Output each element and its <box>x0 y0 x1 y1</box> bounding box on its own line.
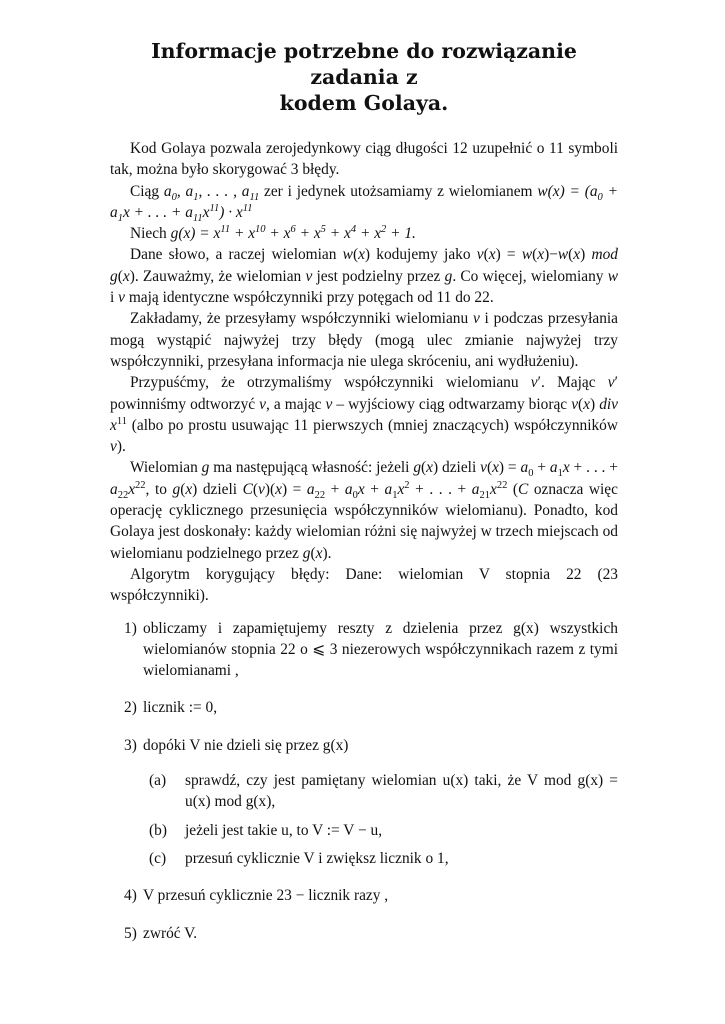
title-line-2: kodem Golaya. <box>279 91 449 115</box>
step-3c: (c) przesuń cyklicznie V i zwiększ licznik o 1, <box>149 849 449 867</box>
step-3a-text: sprawdź, czy jest pamiętany wielomian u(x) taki, że V mod g(x) = u(x) mod g(x), <box>185 772 618 811</box>
document-body <box>110 138 618 944</box>
step-4: 4) V przesuń cyklicznie 23 − licznik razy , <box>124 887 389 905</box>
step-3-text: dopóki V nie dzieli się przez g(x) <box>143 736 349 754</box>
step-5: 5) zwróć V. <box>124 924 198 942</box>
step-1: 1) obliczamy i zapamiętujemy reszty z dzielenia przez g(x) wszystkich wielomianów stopnia 22 o ⩽ 3 niezerowych współczynnikach razem z tymi wielomianami , <box>124 619 618 680</box>
step-3c-text: przesuń cyklicznie V i zwiększ licznik o 1, <box>185 849 449 867</box>
paragraph-intro: Kod Golaya pozwala zerojedynkowy ciąg długości 12 uzupełnić o 11 symboli tak, można było skorygować 3 błędy. <box>110 140 618 179</box>
paragraph-polynomial-definition: Ciąg $a_0$, $a_1$, . . . , $a_{11}$ zer i jedynek utożsamiamy z wielomianem $w(x) = (a_0 + a_1x$ + . . . + $a_{11}x^{11}) \cdot x^{11}$ <box>110 182 618 224</box>
paragraph-errors: Zakładamy, że przesyłamy współczynniki wielomianu v i podczas przesyłania mogą wystąpić najwyżej trzy błędy (mogą ulec zmianie najwyżej trzy współczynniki, przesyłana informacja nie ulega skróceniu, ani wydłużeniu). <box>110 310 618 370</box>
title-line-1: Informacje potrzebne do rozwiązanie zadania z <box>151 39 577 89</box>
algorithm-steps <box>110 618 618 944</box>
step-3b: (b) jeżeli jest takie u, to V := V − u, <box>149 821 383 839</box>
step-1-text: obliczamy i zapamiętujemy reszty z dzielenia przez g(x) wszystkich wielomianów stopnia 22 o ⩽ 3 niezerowych współczynnikach razem z tymi wielomianami , <box>143 619 618 680</box>
step-4-text: V przesuń cyklicznie 23 − licznik razy , <box>143 887 389 905</box>
paragraph-received: Przypuśćmy, że otrzymaliśmy współczynniki wielomianu v′. Mając v′ powinniśmy odtworzyć v, a mając v – wyjściowy ciąg odtwarzamy biorąc v(x) div $x^{11}$ (albo po prostu usuwając 11 pierwszych (mniej znaczących) współczynników v). <box>110 374 618 456</box>
paragraph-generator: Niech $g(x) = x^{11} + x^{10} + x^6 + x^5 + x^4 + x^2 + 1$. <box>130 224 416 243</box>
step-3: 3) dopóki V nie dzieli się przez g(x) (a) sprawdź, czy jest pamiętany wielomian u(x) taki, że V mod g(x) = u(x) mod g(x), (b) jeżeli jest takie u, to V := V − u, (c) przesuń cyklicznie V i zwiększ licznik o 1, <box>110 735 618 869</box>
step-3-substeps <box>143 770 618 869</box>
document-title <box>110 38 618 116</box>
step-3b-text: jeżeli jest takie u, to V := V − u, <box>185 821 383 839</box>
step-2-text: licznik := 0, <box>143 699 218 717</box>
step-3a: (a) sprawdź, czy jest pamiętany wielomian u(x) taki, że V mod g(x) = u(x) mod g(x), <box>149 772 618 811</box>
document-page <box>110 38 618 960</box>
paragraph-encoding: Dane słowo, a raczej wielomian w(x) kodujemy jako v(x) = w(x)−w(x) mod g(x). Zauważmy, że wielomian v jest podzielny przez g. Co więcej, wielomiany w i v mają identyczne współczynniki przy potęgach od 11 do 22. <box>110 246 618 307</box>
paragraph-property: Wielomian g ma następującą własność: jeżeli g(x) dzieli $v(x) = a_0 + a_1x$ + . . . + $a_{22}x^{22}$, to g(x) dzieli $C(v)(x) = a_{22} + a_0x + a_1x^2$ + . . . + $a_{21}x^{22}$ (C oznacza więc operację cyklicznego przesunięcia współczynników wielomianu). Ponadto, kod Golaya jest doskonały: każdy wielomian różni się najwyżej w trzech miejscach od wielomianu podzielnego przez g(x). <box>110 459 618 562</box>
paragraph-algorithm-intro: Algorytm korygujący błędy: Dane: wielomian V stopnia 22 (23 współczynniki). <box>110 565 618 605</box>
step-5-text: zwróć V. <box>143 924 198 942</box>
step-2: 2) licznik := 0, <box>124 699 218 717</box>
